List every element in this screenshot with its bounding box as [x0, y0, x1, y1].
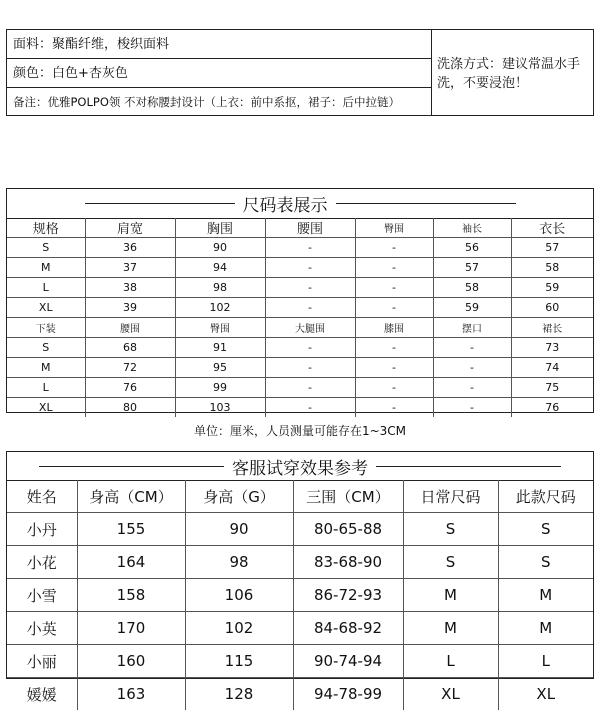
table-cell: -	[355, 358, 433, 378]
table-cell: XL	[403, 678, 498, 710]
header-cell: 摆口	[433, 318, 511, 338]
table-cell: -	[265, 238, 355, 258]
table-cell: 90-74-94	[293, 645, 403, 678]
table-cell: 媛媛	[7, 678, 77, 710]
table-cell: S	[7, 338, 85, 358]
table-cell: -	[265, 358, 355, 378]
table-cell: 83-68-90	[293, 546, 403, 579]
table-cell: 98	[175, 278, 265, 298]
table-cell: 102	[185, 612, 293, 645]
table-cell: L	[498, 645, 593, 678]
header-cell: 此款尺码	[498, 480, 593, 513]
table-cell: L	[403, 645, 498, 678]
wash-line-1: 洗涤方式：建议常温水手	[437, 55, 589, 74]
table-cell: 86-72-93	[293, 579, 403, 612]
table-header	[7, 318, 593, 338]
table-cell: 38	[85, 278, 175, 298]
fit-chart-title: 客服试穿效果参考	[224, 454, 376, 479]
table-cell: -	[265, 378, 355, 398]
header-cell: 身高（G）	[185, 480, 293, 513]
table-cell: -	[433, 358, 511, 378]
table-cell: 99	[175, 378, 265, 398]
header-cell: 膝围	[355, 318, 433, 338]
wash-instructions	[431, 30, 593, 115]
table-cell: 102	[175, 298, 265, 318]
wash-line-2: 洗，不要浸泡！	[437, 74, 589, 93]
title-rule-left	[39, 466, 224, 467]
table-row	[7, 612, 593, 645]
header-cell: 下装	[7, 318, 85, 338]
size-chart-title-bar	[7, 189, 593, 219]
header-cell: 三围（CM）	[293, 480, 403, 513]
header-cell: 腰围	[85, 318, 175, 338]
table-cell: M	[403, 612, 498, 645]
table-cell: M	[403, 579, 498, 612]
table-cell: -	[355, 338, 433, 358]
fit-reference-chart	[6, 451, 594, 679]
table-cell: -	[433, 398, 511, 418]
table-cell: 158	[77, 579, 185, 612]
header-cell: 袖长	[433, 218, 511, 238]
size-chart	[6, 188, 594, 413]
table-cell: -	[355, 258, 433, 278]
table-cell: 76	[511, 398, 593, 418]
table-cell: XL	[498, 678, 593, 710]
table-cell: 60	[511, 298, 593, 318]
table-cell: 106	[185, 579, 293, 612]
table-cell: 小丹	[7, 513, 77, 546]
table-cell: -	[433, 378, 511, 398]
header-cell: 规格	[7, 218, 85, 238]
table-cell: 80	[85, 398, 175, 418]
table-cell: 74	[511, 358, 593, 378]
table-cell: -	[265, 398, 355, 418]
table-cell: -	[355, 238, 433, 258]
table-cell: 155	[77, 513, 185, 546]
table-cell: S	[498, 513, 593, 546]
table-row	[7, 238, 593, 258]
title-rule-left	[85, 203, 235, 204]
table-cell: S	[498, 546, 593, 579]
table-cell: -	[355, 278, 433, 298]
table-row	[7, 258, 593, 278]
table-cell: 90	[175, 238, 265, 258]
header-cell: 裙长	[511, 318, 593, 338]
table-cell: 75	[511, 378, 593, 398]
size-table	[7, 218, 593, 417]
table-cell: L	[7, 378, 85, 398]
table-cell: 98	[185, 546, 293, 579]
table-cell: 59	[433, 298, 511, 318]
table-cell: 160	[77, 645, 185, 678]
header-cell: 日常尺码	[403, 480, 498, 513]
table-row	[7, 358, 593, 378]
table-cell: 103	[175, 398, 265, 418]
table-cell: M	[498, 612, 593, 645]
header-cell: 姓名	[7, 480, 77, 513]
table-cell: -	[265, 258, 355, 278]
table-cell: 59	[511, 278, 593, 298]
table-row	[7, 513, 593, 546]
table-row	[7, 278, 593, 298]
table-cell: XL	[7, 398, 85, 418]
table-header	[7, 480, 593, 513]
table-cell: 128	[185, 678, 293, 710]
title-rule-right	[376, 466, 561, 467]
table-cell: -	[265, 278, 355, 298]
table-cell: 170	[77, 612, 185, 645]
table-cell: 115	[185, 645, 293, 678]
table-cell: 84-68-92	[293, 612, 403, 645]
table-cell: 58	[433, 278, 511, 298]
table-cell: 57	[433, 258, 511, 278]
table-cell: S	[403, 513, 498, 546]
table-cell: M	[7, 258, 85, 278]
header-cell: 胸围	[175, 218, 265, 238]
table-cell: L	[7, 278, 85, 298]
table-cell: 37	[85, 258, 175, 278]
table-cell: -	[265, 298, 355, 318]
table-cell: 小花	[7, 546, 77, 579]
table-row	[7, 398, 593, 418]
table-cell: 163	[77, 678, 185, 710]
table-cell: 94	[175, 258, 265, 278]
table-cell: M	[7, 358, 85, 378]
header-cell: 肩宽	[85, 218, 175, 238]
table-row	[7, 678, 593, 710]
table-row	[7, 298, 593, 318]
table-cell: S	[7, 238, 85, 258]
table-cell: 56	[433, 238, 511, 258]
table-cell: 95	[175, 358, 265, 378]
fit-table	[7, 480, 593, 710]
table-cell: 164	[77, 546, 185, 579]
table-cell: 94-78-99	[293, 678, 403, 710]
table-cell: 57	[511, 238, 593, 258]
header-cell: 衣长	[511, 218, 593, 238]
table-cell: 90	[185, 513, 293, 546]
header-cell: 身高（CM）	[77, 480, 185, 513]
table-cell: 小英	[7, 612, 77, 645]
table-cell: XL	[7, 298, 85, 318]
table-cell: 91	[175, 338, 265, 358]
table-cell: 36	[85, 238, 175, 258]
table-cell: 72	[85, 358, 175, 378]
table-row	[7, 579, 593, 612]
table-cell: 80-65-88	[293, 513, 403, 546]
header-cell: 臀围	[175, 318, 265, 338]
table-row	[7, 645, 593, 678]
table-cell: 76	[85, 378, 175, 398]
note-text: 备注：优雅POLPO领 不对称腰封设计（上衣：前中系抠，裙子：后中拉链）	[7, 88, 431, 117]
header-cell: 腰围	[265, 218, 355, 238]
table-cell: 小雪	[7, 579, 77, 612]
table-cell: M	[498, 579, 593, 612]
table-row	[7, 338, 593, 358]
unit-note: 单位：厘米，人员测量可能存在1~3CM	[0, 422, 600, 439]
header-cell: 臀围	[355, 218, 433, 238]
table-cell: 小丽	[7, 645, 77, 678]
table-cell: -	[433, 338, 511, 358]
table-cell: -	[355, 378, 433, 398]
table-cell: S	[403, 546, 498, 579]
table-cell: -	[265, 338, 355, 358]
table-header	[7, 218, 593, 238]
table-cell: -	[355, 298, 433, 318]
title-rule-right	[336, 203, 516, 204]
table-cell: 58	[511, 258, 593, 278]
fit-chart-title-bar	[7, 452, 593, 481]
size-chart-title: 尺码表展示	[235, 191, 336, 216]
product-info-box	[6, 29, 594, 116]
color-text: 颜色：白色+杏灰色	[7, 59, 431, 88]
table-cell: 73	[511, 338, 593, 358]
table-row	[7, 378, 593, 398]
table-row	[7, 546, 593, 579]
fabric-text: 面料：聚酯纤维，梭织面料	[7, 30, 431, 59]
table-cell: 39	[85, 298, 175, 318]
table-cell: -	[355, 398, 433, 418]
header-cell: 大腿围	[265, 318, 355, 338]
table-cell: 68	[85, 338, 175, 358]
